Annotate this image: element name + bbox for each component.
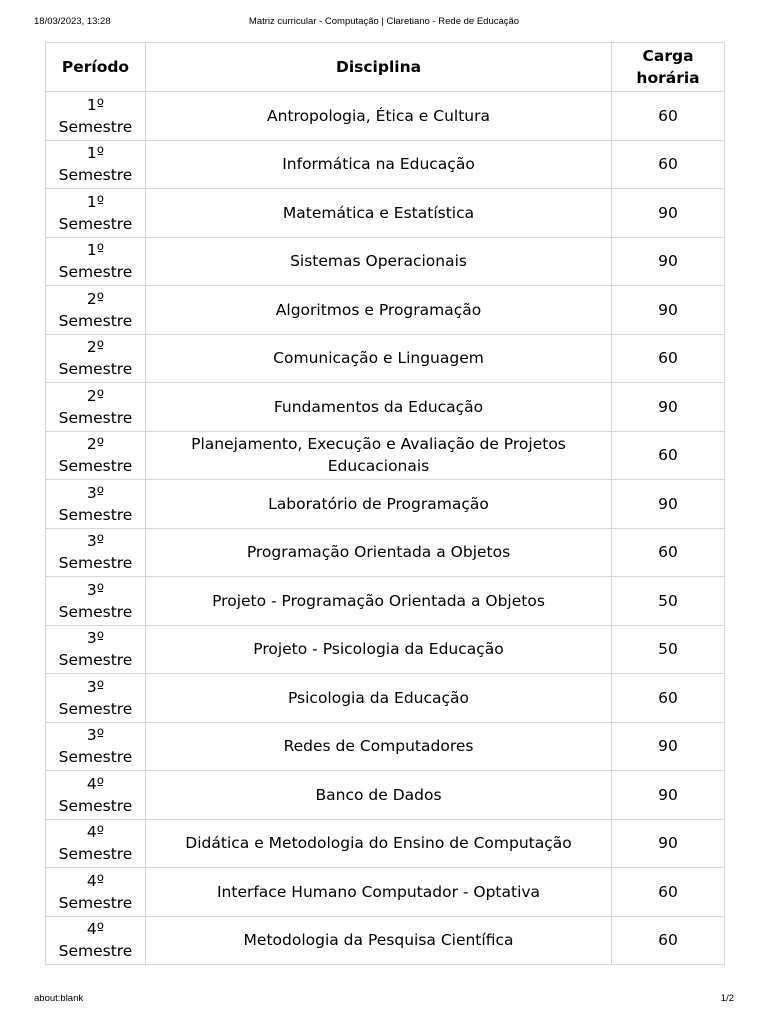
- periodo-cell: [46, 334, 146, 383]
- carga-cell: 90: [612, 722, 725, 771]
- print-page-title: Matriz curricular - Computação | Claretiano - Rede de Educação: [248, 16, 520, 27]
- carga-cell: 60: [612, 868, 725, 917]
- periodo-ordinal: 4º: [86, 871, 105, 890]
- disciplina-cell: Didática e Metodologia do Ensino de Computação: [145, 819, 611, 868]
- print-datetime: 18/03/2023, 13:28: [34, 16, 111, 27]
- periodo-ordinal: 2º: [86, 386, 105, 405]
- periodo-semestre: Semestre: [58, 796, 133, 815]
- periodo-ordinal: 3º: [86, 483, 105, 502]
- periodo-semestre: Semestre: [58, 651, 133, 670]
- periodo-semestre: Semestre: [58, 214, 133, 233]
- periodo-ordinal: 2º: [86, 435, 105, 454]
- periodo-semestre: Semestre: [58, 505, 133, 524]
- periodo-cell: [46, 189, 146, 238]
- periodo-semestre: Semestre: [58, 457, 133, 476]
- periodo-cell: [46, 625, 146, 674]
- periodo-semestre: Semestre: [58, 117, 133, 136]
- table-row: [46, 140, 725, 189]
- header-disciplina: Disciplina: [145, 43, 611, 92]
- table-row: [46, 528, 725, 577]
- periodo-semestre: Semestre: [58, 942, 133, 961]
- disciplina-cell: Projeto - Psicologia da Educação: [145, 625, 611, 674]
- periodo-cell: [46, 92, 146, 141]
- page-indicator: 1/2: [720, 993, 734, 1004]
- table-row: [46, 383, 725, 432]
- disciplina-cell: Programação Orientada a Objetos: [145, 528, 611, 577]
- table-row: [46, 868, 725, 917]
- periodo-semestre: Semestre: [58, 360, 133, 379]
- disciplina-cell: Interface Humano Computador - Optativa: [145, 868, 611, 917]
- periodo-ordinal: 3º: [86, 677, 105, 696]
- table-row: [46, 92, 725, 141]
- table-row: [46, 431, 725, 480]
- disciplina-cell: Sistemas Operacionais: [145, 237, 611, 286]
- carga-cell: 90: [612, 237, 725, 286]
- periodo-cell: [46, 140, 146, 189]
- table-row: [46, 674, 725, 723]
- periodo-semestre: Semestre: [58, 748, 133, 767]
- table-row: [46, 916, 725, 965]
- periodo-cell: [46, 674, 146, 723]
- carga-cell: 60: [612, 674, 725, 723]
- periodo-ordinal: 1º: [86, 144, 105, 163]
- carga-cell: 50: [612, 625, 725, 674]
- table-row: [46, 722, 725, 771]
- periodo-semestre: Semestre: [58, 602, 133, 621]
- table-row: [46, 577, 725, 626]
- periodo-cell: [46, 431, 146, 480]
- print-footer: [34, 993, 734, 1007]
- periodo-cell: [46, 868, 146, 917]
- header-carga-line2: horária: [636, 69, 700, 87]
- print-header: [34, 16, 734, 30]
- periodo-ordinal: 1º: [86, 192, 105, 211]
- carga-cell: 90: [612, 286, 725, 335]
- disciplina-cell: Psicologia da Educação: [145, 674, 611, 723]
- carga-cell: 90: [612, 480, 725, 529]
- disciplina-cell: [145, 431, 611, 480]
- periodo-ordinal: 3º: [86, 580, 105, 599]
- carga-cell: 90: [612, 189, 725, 238]
- disciplina-line1: Planejamento, Execução e Avaliação de Projetos: [191, 435, 566, 454]
- header-carga-horaria: [612, 43, 725, 92]
- carga-cell: 60: [612, 334, 725, 383]
- carga-cell: 60: [612, 431, 725, 480]
- periodo-ordinal: 4º: [86, 823, 105, 842]
- table-row: [46, 286, 725, 335]
- periodo-semestre: Semestre: [58, 166, 133, 185]
- table-row: [46, 771, 725, 820]
- table-header-row: [46, 43, 725, 92]
- periodo-cell: [46, 722, 146, 771]
- table-row: [46, 334, 725, 383]
- disciplina-line2: Educacionais: [327, 457, 430, 476]
- periodo-ordinal: 3º: [86, 532, 105, 551]
- periodo-semestre: Semestre: [58, 893, 133, 912]
- disciplina-cell: Matemática e Estatística: [145, 189, 611, 238]
- disciplina-cell: Fundamentos da Educação: [145, 383, 611, 432]
- disciplina-cell: Projeto - Programação Orientada a Objetos: [145, 577, 611, 626]
- periodo-cell: [46, 237, 146, 286]
- periodo-ordinal: 3º: [86, 629, 105, 648]
- periodo-cell: [46, 286, 146, 335]
- periodo-cell: [46, 383, 146, 432]
- periodo-cell: [46, 916, 146, 965]
- disciplina-cell: Metodologia da Pesquisa Científica: [145, 916, 611, 965]
- carga-cell: 60: [612, 92, 725, 141]
- periodo-ordinal: 1º: [86, 241, 105, 260]
- carga-cell: 60: [612, 140, 725, 189]
- carga-cell: 60: [612, 916, 725, 965]
- periodo-ordinal: 4º: [86, 920, 105, 939]
- disciplina-cell: Banco de Dados: [145, 771, 611, 820]
- disciplina-cell: Antropologia, Ética e Cultura: [145, 92, 611, 141]
- periodo-semestre: Semestre: [58, 263, 133, 282]
- periodo-semestre: Semestre: [58, 408, 133, 427]
- periodo-cell: [46, 819, 146, 868]
- carga-cell: 90: [612, 771, 725, 820]
- table-row: [46, 189, 725, 238]
- disciplina-cell: Informática na Educação: [145, 140, 611, 189]
- periodo-semestre: Semestre: [58, 845, 133, 864]
- carga-cell: 90: [612, 819, 725, 868]
- periodo-ordinal: 4º: [86, 774, 105, 793]
- disciplina-cell: Comunicação e Linguagem: [145, 334, 611, 383]
- table-row: [46, 480, 725, 529]
- periodo-ordinal: 2º: [86, 338, 105, 357]
- periodo-cell: [46, 577, 146, 626]
- carga-cell: 50: [612, 577, 725, 626]
- periodo-cell: [46, 480, 146, 529]
- periodo-ordinal: 1º: [86, 95, 105, 114]
- header-periodo: Período: [46, 43, 146, 92]
- print-url: about:blank: [34, 993, 84, 1004]
- table-row: [46, 625, 725, 674]
- periodo-semestre: Semestre: [58, 311, 133, 330]
- periodo-semestre: Semestre: [58, 699, 133, 718]
- periodo-cell: [46, 528, 146, 577]
- disciplina-cell: Laboratório de Programação: [145, 480, 611, 529]
- curriculum-table: [45, 42, 725, 965]
- carga-cell: 60: [612, 528, 725, 577]
- periodo-cell: [46, 771, 146, 820]
- periodo-ordinal: 3º: [86, 726, 105, 745]
- periodo-ordinal: 2º: [86, 289, 105, 308]
- table-row: [46, 819, 725, 868]
- header-carga-line1: Carga: [642, 47, 694, 65]
- carga-cell: 90: [612, 383, 725, 432]
- periodo-semestre: Semestre: [58, 554, 133, 573]
- disciplina-cell: Redes de Computadores: [145, 722, 611, 771]
- table-row: [46, 237, 725, 286]
- disciplina-cell: Algoritmos e Programação: [145, 286, 611, 335]
